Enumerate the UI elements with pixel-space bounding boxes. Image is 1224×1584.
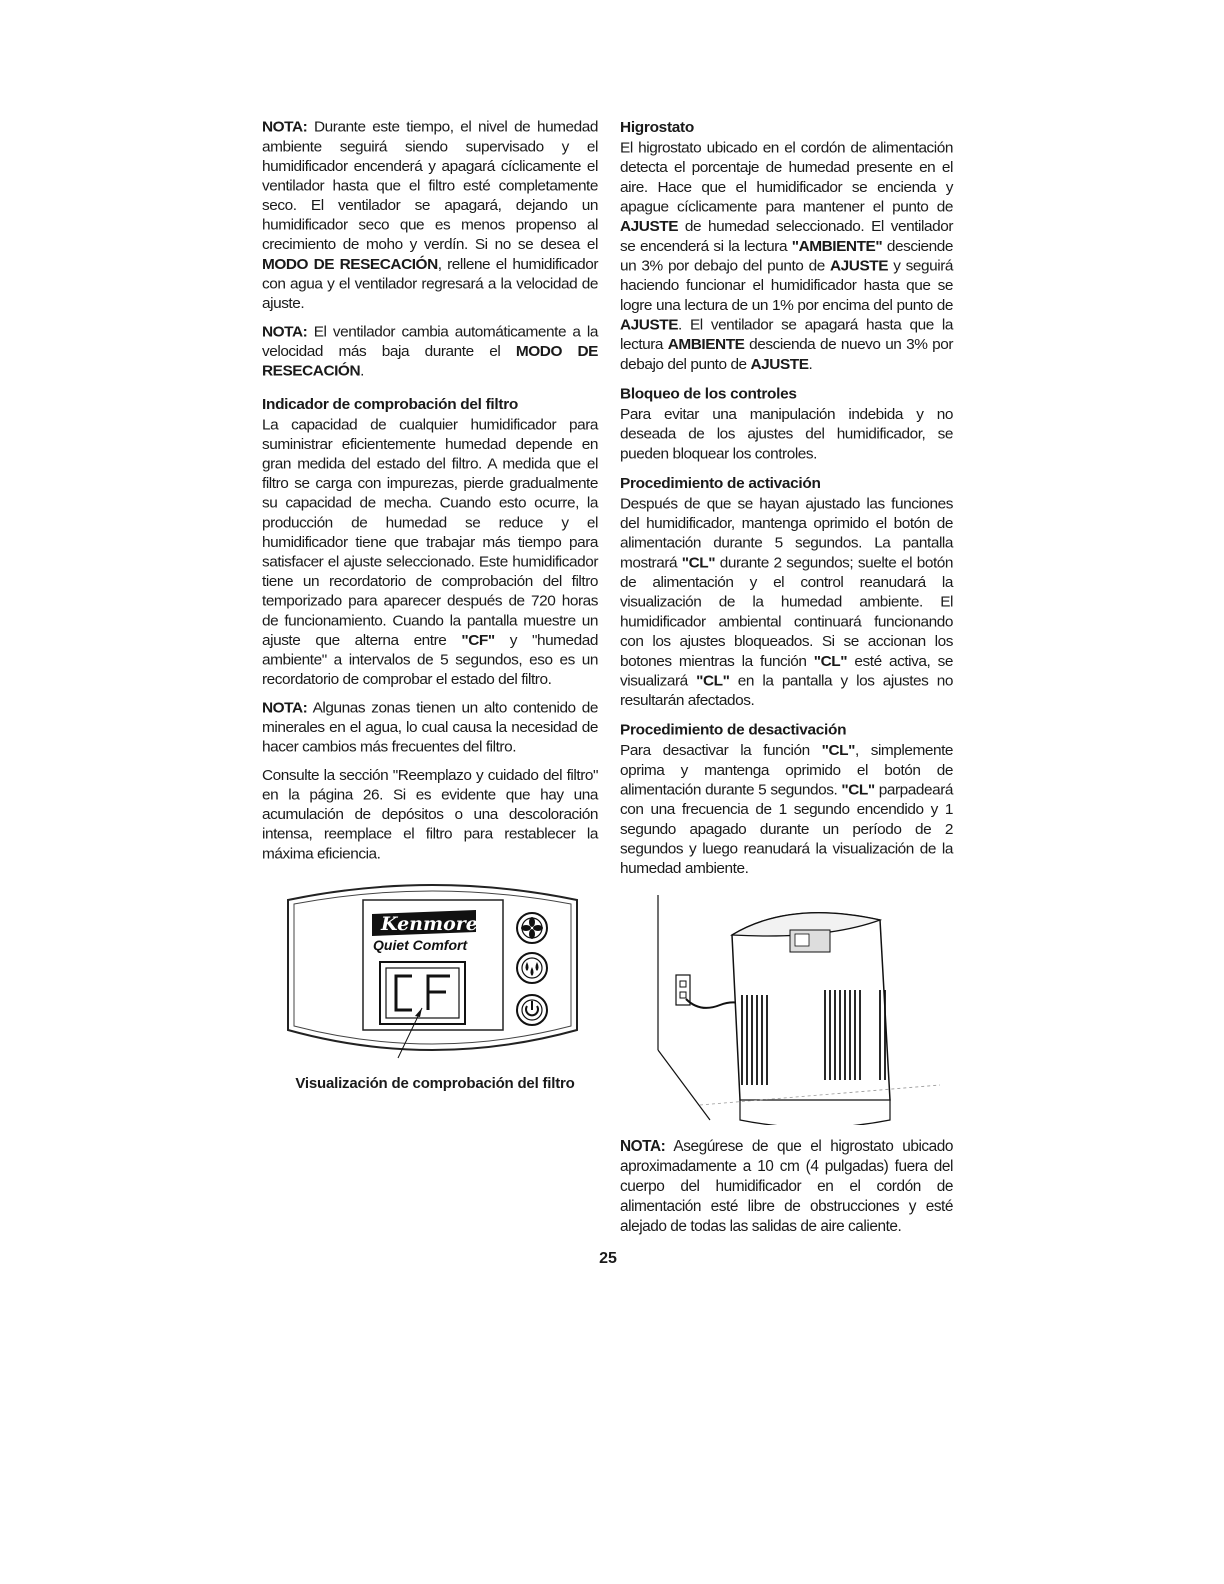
lock-paragraph: Para evitar una manipulación indebida y no deseada de los ajustes del humidificador, se pueden bloquear los controles. [620, 406, 953, 463]
lock-heading: Bloqueo de los controles [620, 385, 797, 403]
kenmore-logo-text: Kenmore [381, 913, 478, 935]
humidifier-illustration [640, 895, 950, 1125]
note-paragraph-3: NOTA: Algunas zonas tienen un alto contenido de minerales en el agua, lo cual causa la necesidad de hacer cambios más frecuentes del filtro. [262, 699, 598, 756]
note-paragraph-2: NOTA: El ventilador cambia automáticamente a la velocidad más baja durante el MODO DE RESECACIÓN. [262, 323, 598, 380]
hygrostat-note: NOTA: Asegúrese de que el higrostato ubicado aproximadamente a 10 cm (4 pulgadas) fuera del cuerpo del humidificador en el cordón de alimentación esté libre de obstrucciones y esté alejado de todas las salidas de aire caliente. [620, 1138, 953, 1235]
right-column [620, 118, 953, 888]
note-paragraph-1: NOTA: Durante este tiempo, el nivel de humedad ambiente seguirá siendo supervisado y el humidificador encenderá y apagará cíclicamente el ventilador hasta que el filtro esté completamente seco. El ventilador se apagará, dejando un humidificador seco que es menos propenso al crecimiento de moho y verdín. Si no se desea el MODO DE RESECACIÓN, rellene el humidificador con agua y el ventilador regresará a la velocidad de ajuste. [262, 118, 598, 312]
deactivation-heading: Procedimiento de desactivación [620, 721, 847, 739]
activation-heading: Procedimiento de activación [620, 474, 821, 492]
figure-caption: Visualización de comprobación del filtro [295, 1075, 575, 1092]
control-panel-illustration [280, 880, 585, 1060]
power-button[interactable] [517, 995, 547, 1025]
deactivation-paragraph: Para desactivar la función "CL", simplemente oprima y mantenga oprimido el botón de alimentación durante 5 segundos. "CL" parpadeará con una frecuencia de 1 segundo encendido y 1 segundo apagado durante un período de 2 segundos y luego reanudará la visualización de la humedad ambiente. [620, 742, 954, 878]
humidifier-body [732, 913, 890, 1125]
hygrostat-paragraph: El higrostato ubicado en el cordón de alimentación detecta el porcentaje de humedad presente en el aire. Hace que el humidificador se encienda y apague cíclicamente para mantener el punto de AJUSTE de humedad seleccionado. El ventilador se encenderá si la lectura "AMBIENTE" desciende un 3% por debajo del punto de AJUSTE y seguirá haciendo funcionar el humidificador hasta que se logre una lectura de un 1% por encima del punto de AJUSTE. El ventilador se apagará hasta que la lectura AMBIENTE descienda de nuevo un 3% por debajo del punto de AJUSTE. [620, 139, 953, 373]
activation-paragraph: Después de que se hayan ajustado las funciones del humidificador, mantenga oprimido el botón de alimentación durante 5 segundos. La pantalla mostrará "CL" durante 2 segundos; suelte el botón de alimentación y el control reanudará la visualización de la humedad ambiente. El humidificador ambiental continuará funcionando con los ajustes bloqueados. Si se accionan los botones mientras la función "CL" esté activa, se visualizará "CL" en la pantalla y los ajustes no resultarán afectados. [620, 495, 953, 710]
quiet-comfort-label: Quiet Comfort [373, 937, 468, 953]
consult-paragraph: Consulte la sección "Reemplazo y cuidado del filtro" en la página 26. Si es evidente que hay una acumulación de depósitos o una descoloración intensa, reemplace el filtro para restablecer la máxima eficiencia. [262, 767, 598, 863]
left-column [262, 118, 598, 873]
humidity-button[interactable] [517, 953, 547, 983]
filter-check-heading: Indicador de comprobación del filtro [262, 396, 518, 413]
hygrostat-heading: Higrostato [620, 118, 694, 136]
filter-check-paragraph: La capacidad de cualquier humidificador para suministrar eficientemente humedad depende en gran medida del estado del filtro. A medida que el filtro se carga con impurezas, pierde gradualmente su capacidad de mecha. Cuando esto ocurre, la producción de humedad se reduce y el humidificador tiene que trabajar más tiempo para satisfacer el ajuste seleccionado. Este humidificador tiene un recordatorio de comprobación del filtro temporizado para aparecer después de 720 horas de funcionamiento. Cuando la pantalla muestre un ajuste que alterna entre "CF" y "humedad ambiente" a intervalos de 5 segundos, eso es un recordatorio de comprobar el estado del filtro. [262, 416, 598, 688]
fan-speed-button[interactable] [517, 913, 547, 943]
kenmore-logo [372, 910, 478, 936]
page-number: 25 [599, 1250, 617, 1267]
